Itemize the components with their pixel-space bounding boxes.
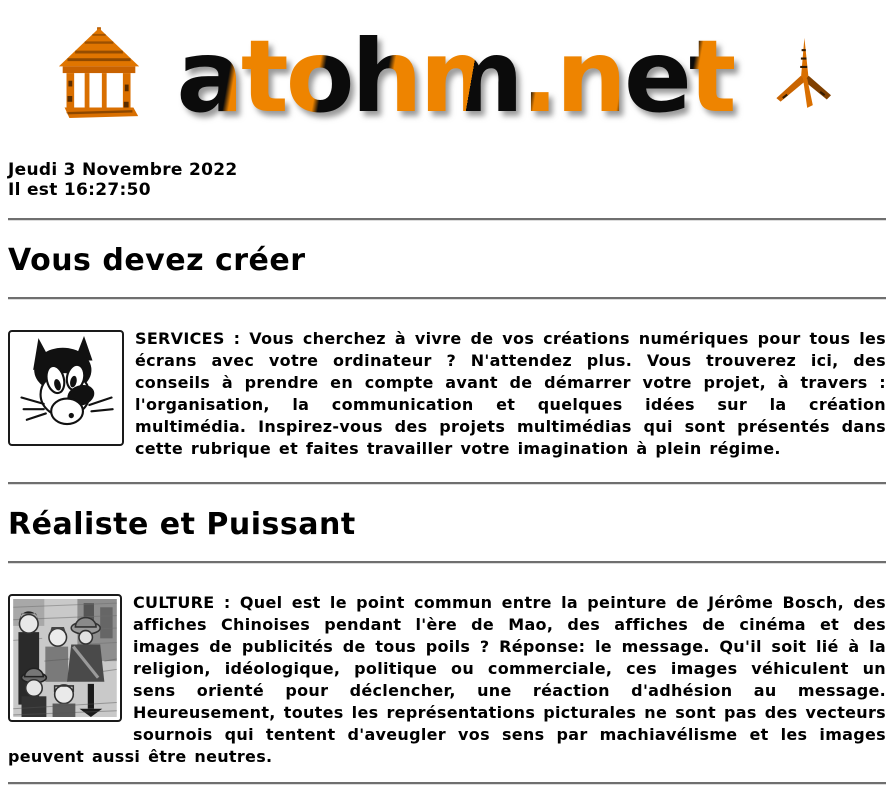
crowd-engraving-image	[8, 594, 122, 722]
site-header	[8, 10, 886, 144]
divider	[8, 218, 886, 221]
date-text: Jeudi 3 Novembre 2022	[8, 160, 238, 180]
divider	[8, 782, 886, 785]
time-text: Il est 16:27:50	[8, 180, 151, 200]
article-text-culture: CULTURE : Quel est le point commun entre la peinture de Jérôme Bosch, des affiches Chinoises pendant l'ère de Mao, des affiches de cinéma et des images de publicités de tous poils ? Réponse: le message. Qu'il soit lié à la religion, idéologique, politique ou commerciale, ces images véhiculent un sens orienté pour déclencher, une réaction d'adhésion au message. Heureusement, toutes les représentations picturales ne sont pas des vecteurs sournois qui tentent d'aveugler vos sens par machiavélisme et les images peuvent aussi être neutres.	[8, 593, 886, 766]
section-title-culture: Réaliste et Puissant	[8, 507, 356, 542]
datetime-block	[8, 160, 886, 200]
site-logo[interactable]: atohm.net	[176, 18, 734, 135]
eiffel-tower-icon	[768, 25, 838, 129]
divider	[8, 561, 886, 564]
section-title-services: Vous devez créer	[8, 243, 306, 278]
divider	[8, 297, 886, 300]
article-services	[8, 328, 886, 460]
article-text-services: SERVICES : Vous cherchez à vivre de vos créations numériques pour tous les écrans avec votre ordinateur ? N'attendez plus. Vous trouverez ici, des conseils à prendre en compte avant de démarrer votre projet, à travers : l'organisation, la communication et quelques idées sur la création multimédia. Inspirez-vous des projets multimédias qui sont présentés dans cette rubrique et faites travailler votre imagination à plein régime.	[135, 329, 886, 458]
logo-row	[8, 10, 886, 144]
article-culture	[8, 592, 886, 768]
felix-cat-image	[8, 330, 124, 446]
gazebo-icon	[56, 25, 142, 129]
divider	[8, 482, 886, 485]
